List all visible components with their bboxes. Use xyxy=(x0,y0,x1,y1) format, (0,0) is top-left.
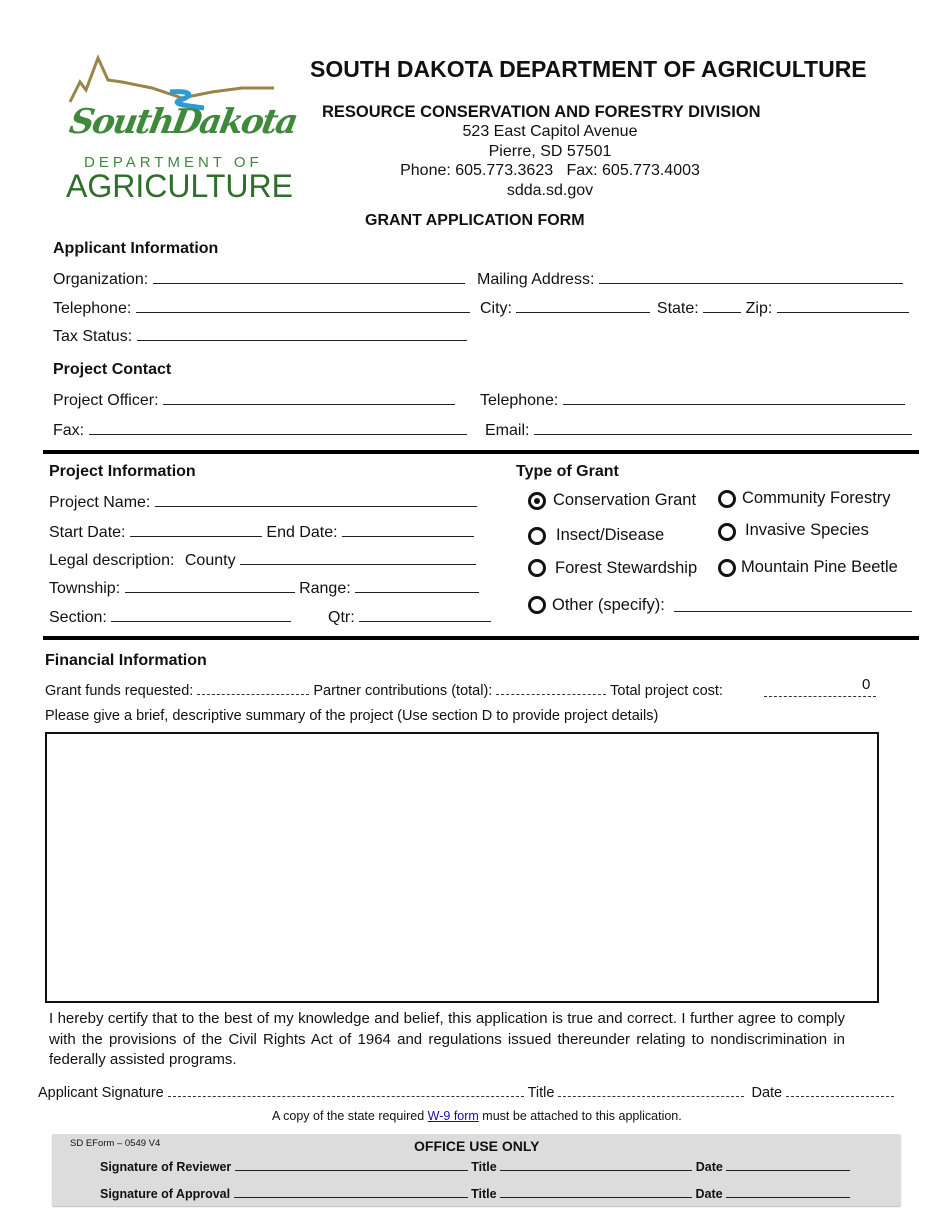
project-officer-label: Project Officer: xyxy=(53,392,159,409)
range-field[interactable] xyxy=(355,579,479,593)
zip-field[interactable] xyxy=(777,299,909,313)
address-line: 523 East Capitol Avenue xyxy=(462,123,638,140)
approval-title-label: Title xyxy=(471,1187,497,1201)
township-label: Township: xyxy=(49,580,121,597)
county-field[interactable] xyxy=(240,551,476,565)
section-field[interactable] xyxy=(111,608,291,622)
total-cost-value: 0 xyxy=(862,676,871,693)
approval-date-field[interactable] xyxy=(726,1186,850,1198)
city-label: City: xyxy=(480,300,512,317)
applicant-signature-label: Applicant Signature xyxy=(38,1085,164,1101)
total-cost-label: Total project cost: xyxy=(610,683,723,699)
summary-prompt: Please give a brief, descriptive summary of the project (Use section D to provide project details) xyxy=(45,708,659,724)
phone-fax-line: Phone: 605.773.3623 Fax: 605.773.4003 xyxy=(400,162,700,179)
radio-unselected-icon[interactable] xyxy=(528,596,546,614)
tax-status-field[interactable] xyxy=(137,327,467,341)
fax-label: Fax: xyxy=(53,422,85,439)
end-date-label: End Date: xyxy=(266,524,338,541)
logo-script-text: SouthDakota xyxy=(66,102,300,142)
end-date-field[interactable] xyxy=(342,523,474,537)
reviewer-title-label: Title xyxy=(471,1160,497,1174)
w9-note-prefix: A copy of the state required xyxy=(272,1109,428,1123)
certification-text: I hereby certify that to the best of my knowledge and belief, this application is true and correct. I further agree to comply with the provisions of the Civil Rights Act of 1964 and regulations issued thereunder relating to nondiscrimination in federally assisted programs. xyxy=(49,1010,845,1068)
grant-funds-field[interactable] xyxy=(197,682,309,695)
partner-contributions-field[interactable] xyxy=(496,682,606,695)
mailing-address-label: Mailing Address: xyxy=(477,271,595,288)
sd-agriculture-logo xyxy=(62,52,300,204)
contact-telephone-label: Telephone: xyxy=(480,392,559,409)
organization-label: Organization: xyxy=(53,271,149,288)
organization-field[interactable] xyxy=(153,270,465,284)
w9-form-link[interactable]: W-9 form xyxy=(427,1109,479,1123)
w9-note-suffix: must be attached to this application. xyxy=(478,1109,682,1123)
office-use-heading: OFFICE USE ONLY xyxy=(414,1138,540,1154)
reviewer-signature-field[interactable] xyxy=(235,1159,468,1171)
reviewer-date-label: Date xyxy=(695,1160,723,1174)
applicant-signature-field[interactable] xyxy=(168,1084,524,1097)
reviewer-title-field[interactable] xyxy=(500,1159,692,1171)
tax-status-label: Tax Status: xyxy=(53,328,133,345)
financial-heading: Financial Information xyxy=(45,652,207,669)
approval-date-label: Date xyxy=(695,1187,723,1201)
project-officer-field[interactable] xyxy=(163,391,455,405)
contact-telephone-field[interactable] xyxy=(563,391,905,405)
reviewer-signature-label: Signature of Reviewer xyxy=(100,1160,232,1174)
fax-field[interactable] xyxy=(89,421,467,435)
partner-contributions-label: Partner contributions (total): xyxy=(313,683,493,699)
county-label: County xyxy=(184,552,236,569)
qtr-field[interactable] xyxy=(359,608,491,622)
city-field[interactable] xyxy=(516,299,650,313)
radio-unselected-icon[interactable] xyxy=(528,527,546,545)
project-heading: Project Information xyxy=(49,463,196,480)
email-label: Email: xyxy=(485,422,530,439)
grant-funds-label: Grant funds requested: xyxy=(45,683,194,699)
radio-unselected-icon[interactable] xyxy=(528,559,546,577)
approval-title-field[interactable] xyxy=(500,1186,692,1198)
page-title: SOUTH DAKOTA DEPARTMENT OF AGRICULTURE xyxy=(310,56,867,82)
reviewer-date-field[interactable] xyxy=(726,1159,850,1171)
approval-signature-label: Signature of Approval xyxy=(100,1187,231,1201)
zip-label: Zip: xyxy=(745,300,773,317)
radio-selected-icon[interactable] xyxy=(528,492,546,510)
applicant-title-field[interactable] xyxy=(558,1084,744,1097)
start-date-field[interactable] xyxy=(130,523,262,537)
division-name: RESOURCE CONSERVATION AND FORESTRY DIVISION xyxy=(322,103,761,121)
approval-signature-field[interactable] xyxy=(234,1186,468,1198)
township-field[interactable] xyxy=(125,579,295,593)
state-field[interactable] xyxy=(703,299,741,313)
city-line: Pierre, SD 57501 xyxy=(488,143,612,160)
project-name-label: Project Name: xyxy=(49,494,151,511)
radio-unselected-icon[interactable] xyxy=(718,490,736,508)
applicant-date-field[interactable] xyxy=(786,1084,894,1097)
applicant-heading: Applicant Information xyxy=(53,240,219,257)
mailing-address-field[interactable] xyxy=(599,270,903,284)
range-label: Range: xyxy=(299,580,351,597)
total-cost-field[interactable] xyxy=(764,684,876,697)
section-label: Section: xyxy=(49,609,107,626)
state-label: State: xyxy=(656,300,699,317)
other-specify-field[interactable] xyxy=(674,598,912,612)
project-name-field[interactable] xyxy=(155,493,477,507)
telephone-label: Telephone: xyxy=(53,300,132,317)
website-line: sdda.sd.gov xyxy=(506,182,594,199)
telephone-field[interactable] xyxy=(136,299,470,313)
logo-agriculture: AGRICULTURE xyxy=(66,168,293,204)
email-field[interactable] xyxy=(534,421,912,435)
radio-unselected-icon[interactable] xyxy=(718,523,736,541)
form-title: GRANT APPLICATION FORM xyxy=(365,212,585,229)
section-divider xyxy=(43,450,919,454)
qtr-label: Qtr: xyxy=(328,609,355,626)
start-date-label: Start Date: xyxy=(49,524,126,541)
form-id: SD EForm – 0549 V4 xyxy=(70,1138,161,1149)
applicant-title-label: Title xyxy=(527,1085,555,1101)
logo-dept-of: DEPARTMENT OF xyxy=(84,154,263,171)
radio-unselected-icon[interactable] xyxy=(718,559,736,577)
contact-heading: Project Contact xyxy=(53,361,172,378)
section-divider xyxy=(43,636,919,640)
legal-description-label: Legal description: xyxy=(49,552,175,569)
project-summary-textarea[interactable] xyxy=(45,732,879,1003)
grant-type-heading: Type of Grant xyxy=(516,463,619,480)
applicant-date-label: Date xyxy=(751,1085,783,1101)
